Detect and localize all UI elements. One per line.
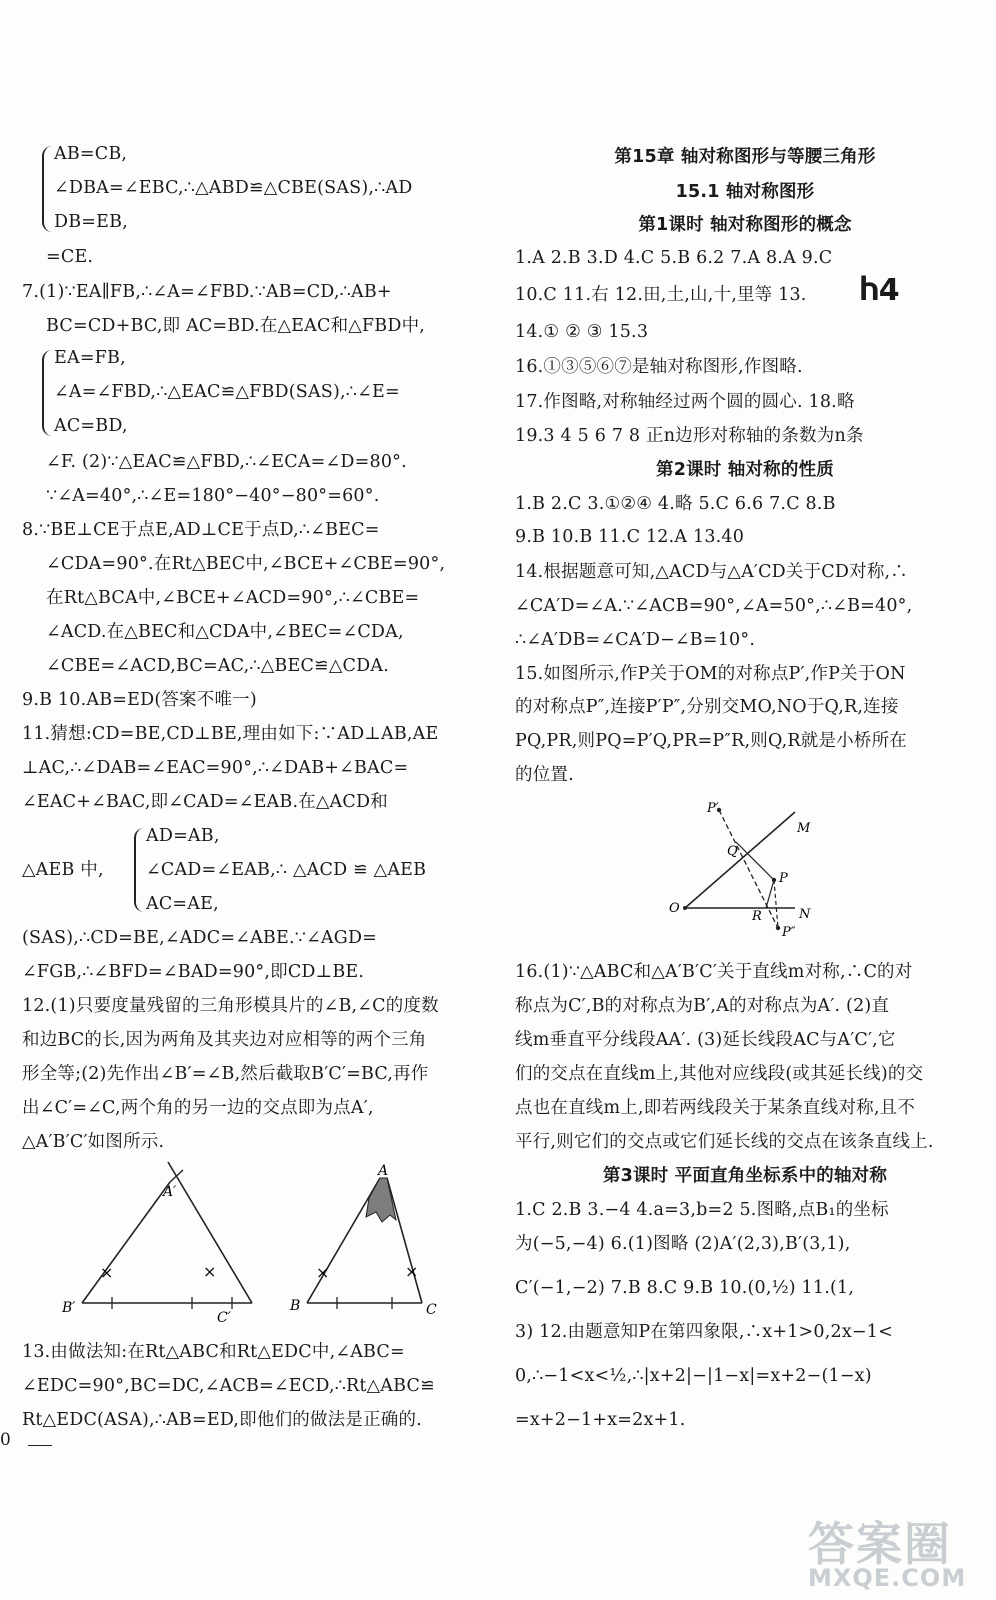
text-line: 19.3 4 5 6 7 8 正n边形对称轴的条数为n条 — [515, 426, 864, 446]
text-line: ∠CBE=∠ACD,BC=AC,∴△BEC≌△CDA. — [46, 656, 389, 676]
svg-text:×: × — [100, 1263, 114, 1282]
text-line: 17.作图略,对称轴经过两个圆的圆心. 18.略 — [515, 392, 855, 412]
chapter-title: 第15章 轴对称图形与等腰三角形 — [614, 147, 876, 167]
text-line: 10.C 11.右 12.田,土,山,十,里等 13. — [515, 285, 807, 305]
point-label: P′ — [707, 801, 719, 816]
text-line: 14.① ② ③ 15.3 — [515, 322, 649, 342]
watermark-title: 答案圈 — [808, 1517, 952, 1571]
text-line: 13.由做法知:在Rt△ABC和Rt△EDC中,∠ABC= — [22, 1342, 405, 1362]
handwritten-answer: Ⴙ4 — [860, 273, 900, 308]
text-line: 16.(1)∵△ABC和△A′B′C′关于直线m对称,∴C的对 — [515, 962, 913, 982]
text-line: AD=AB, — [146, 826, 220, 846]
text-line: ∠EAC+∠BAC,即∠CAD=∠EAB.在△ACD和 — [22, 792, 388, 812]
text-line: △AEB 中, — [22, 860, 104, 880]
text-line: (SAS),∴CD=BE,∠ADC=∠ABE.∵∠AGD= — [22, 928, 378, 948]
text-line: 1.A 2.B 3.D 4.C 5.B 6.2 7.A 8.A 9.C — [515, 248, 833, 268]
text-line: 15.如图所示,作P关于OM的对称点P′,作P关于ON — [515, 664, 906, 684]
text-line: DB=EB, — [54, 212, 128, 232]
text-line: PQ,PR,则PQ=P′Q,PR=P″R,则Q,R就是小桥所在 — [515, 731, 907, 751]
svg-text:×: × — [316, 1263, 330, 1282]
text-line: 12.(1)只要度量残留的三角形模具片的∠B,∠C的度数 — [22, 996, 439, 1016]
point-label: O — [669, 901, 680, 916]
text-line: 的对称点P″,连接P′P″,分别交MO,NO于Q,R,连接 — [515, 697, 899, 717]
text-line: 的位置. — [515, 765, 574, 785]
text-line: 7.(1)∵EA∥FB,∴∠A=∠FBD.∵AB=CD,∴AB+ — [22, 282, 392, 302]
bridge-figure — [655, 800, 855, 950]
vertex-label: A — [378, 1163, 389, 1179]
text-line: 14.根据题意可知,△ACD与△A′CD关于CD对称,∴ — [515, 562, 908, 582]
brace — [42, 350, 52, 436]
text-line: 线m垂直平分线段AA′. (3)延长线段AC与A′C′,它 — [515, 1030, 896, 1050]
text-line: ∠EDC=90°,BC=DC,∠ACB=∠ECD,∴Rt△ABC≌ — [22, 1376, 435, 1396]
text-line: 出∠C′=∠C,两个角的另一边的交点即为点A′, — [22, 1098, 374, 1118]
text-line: ⊥AC,∴∠DAB=∠EAC=90°,∴∠DAB+∠BAC= — [22, 758, 409, 778]
text-line: ∠FGB,∴∠BFD=∠BAD=90°,即CD⊥BE. — [22, 962, 365, 982]
text-line: ∠DBA=∠EBC,∴△ABD≌△CBE(SAS),∴AD — [54, 178, 413, 198]
text-line: AB=CB, — [54, 144, 128, 164]
point-label: Q — [727, 844, 738, 859]
section-title: 15.1 轴对称图形 — [675, 182, 815, 202]
text-line: EA=FB, — [54, 348, 126, 368]
point-label: P″ — [782, 925, 796, 940]
text-line: =x+2−1+x=2x+1. — [515, 1410, 686, 1430]
text-line: 形全等;(2)先作出∠B′=∠B,然后截取B′C′=BC,再作 — [22, 1064, 429, 1084]
text-line: 9.B 10.B 11.C 12.A 13.40 — [515, 527, 745, 547]
brace — [134, 828, 144, 912]
text-line: Rt△EDC(ASA),∴AB=ED,即他们的做法是正确的. — [22, 1410, 422, 1430]
text-line: 16.①③⑤⑥⑦是轴对称图形,作图略. — [515, 357, 803, 377]
text-line: 8.∵BE⊥CE于点E,AD⊥CE于点D,∴∠BEC= — [22, 520, 380, 540]
brace — [42, 146, 52, 232]
text-line: ∠CDA=90°.在Rt△BEC中,∠BCE+∠CBE=90°, — [46, 554, 446, 574]
text-line: ∵∠A=40°,∴∠E=180°−40°−80°=60°. — [46, 486, 380, 506]
svg-text:×: × — [405, 1262, 419, 1281]
text-line: C′(−1,−2) 7.B 8.C 9.B 10.(0,½) 11.(1, — [515, 1278, 855, 1298]
text-line: 平行,则它们的交点或它们延长线的交点在该条直线上. — [515, 1132, 934, 1152]
text-line: 11.猜想:CD=BE,CD⊥BE,理由如下:∵AD⊥AB,AE — [22, 724, 439, 744]
point-label: P — [779, 871, 788, 886]
vertex-label: B — [290, 1298, 301, 1314]
text-line: =CE. — [46, 247, 94, 267]
text-line: ∠CAD=∠EAB,∴ △ACD ≌ △AEB — [146, 860, 427, 880]
page-number: 0 — [0, 1430, 11, 1450]
text-line: ∠CA′D=∠A.∵∠ACB=90°,∠A=50°,∴∠B=40°, — [515, 596, 913, 616]
text-line: ∠F. (2)∵△EAC≌△FBD,∴∠ECA=∠D=80°. — [46, 452, 407, 472]
footer-rule — [28, 1445, 52, 1446]
text-line: 1.C 2.B 3.−4 4.a=3,b=2 5.图略,点B₁的坐标 — [515, 1200, 889, 1220]
text-line: 在Rt△BCA中,∠BCE+∠ACD=90°,∴∠CBE= — [46, 588, 420, 608]
text-line: ∴∠A′DB=∠CA′D−∠B=10°. — [515, 630, 756, 650]
text-line: 点也在直线m上,即若两线段关于某条直线对称,且不 — [515, 1098, 916, 1118]
vertex-label: A′ — [163, 1184, 177, 1200]
text-line: 们的交点在直线m上,其他对应线段(或其延长线)的交 — [515, 1064, 924, 1084]
text-line: BC=CD+BC,即 AC=BD.在△EAC和△FBD中, — [46, 316, 426, 336]
watermark-url: MXQE.COM — [808, 1564, 967, 1592]
point-label: R — [752, 909, 762, 924]
svg-text:×: × — [203, 1262, 217, 1281]
text-line: ∠A=∠FBD,∴△EAC≌△FBD(SAS),∴∠E= — [54, 382, 400, 402]
lesson-title: 第3课时 平面直角坐标系中的轴对称 — [602, 1166, 888, 1186]
vertex-label: C — [426, 1302, 437, 1318]
text-line: 为(−5,−4) 6.(1)图略 (2)A′(2,3),B′(3,1), — [515, 1234, 851, 1254]
text-line: 0,∴−1<x<½,∴|x+2|−|1−x|=x+2−(1−x) — [515, 1366, 872, 1386]
triangle-abc — [289, 1163, 437, 1318]
text-line: 3) 12.由题意知P在第四象限,∴x+1>0,2x−1< — [515, 1322, 893, 1342]
triangle-a-prime — [62, 1162, 252, 1326]
triangle-figures — [62, 1160, 462, 1330]
text-line: 9.B 10.AB=ED(答案不唯一) — [22, 690, 257, 710]
text-line: ∠ACD.在△BEC和△CDA中,∠BEC=∠CDA, — [46, 622, 404, 642]
text-line: 1.B 2.C 3.①②④ 4.略 5.C 6.6 7.C 8.B — [515, 494, 836, 514]
text-line: AC=BD, — [54, 416, 128, 436]
text-line: AC=AE, — [146, 894, 219, 914]
text-line: △A′B′C′如图所示. — [22, 1132, 165, 1152]
point-label: M — [797, 821, 811, 836]
vertex-label: B′ — [62, 1300, 76, 1316]
lesson-title: 第1课时 轴对称图形的概念 — [638, 215, 852, 235]
text-line: 和边BC的长,因为两角及其夹边对应相等的两个三角 — [22, 1030, 427, 1050]
lesson-title: 第2课时 轴对称的性质 — [656, 460, 834, 480]
text-line: 称点为C′,B的对称点为B′,A的对称点为A′. (2)直 — [515, 996, 890, 1016]
vertex-label: C′ — [217, 1310, 231, 1326]
point-label: N — [799, 907, 811, 922]
watermark — [808, 1508, 988, 1596]
